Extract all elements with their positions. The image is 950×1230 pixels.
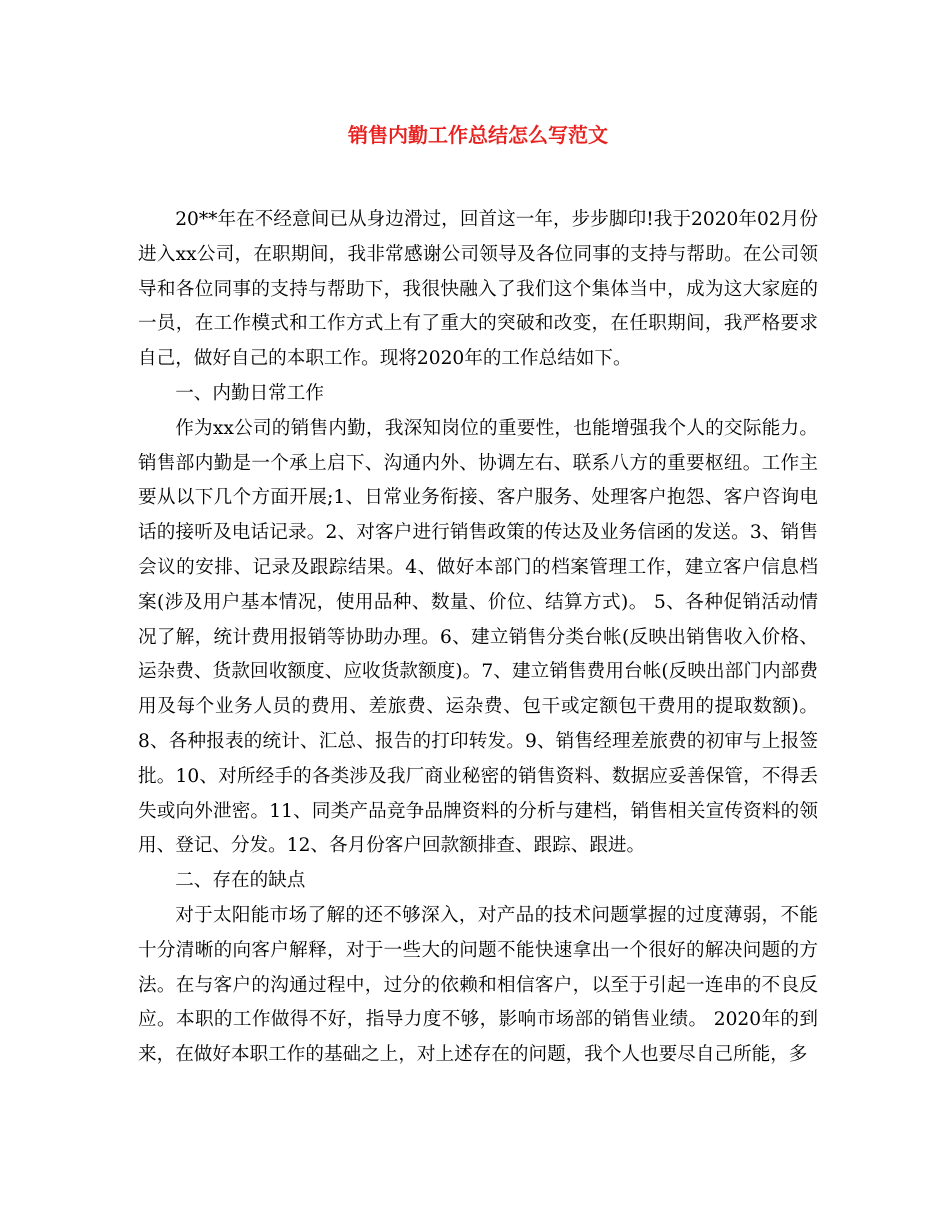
section-heading-shortcomings: 二、存在的缺点 — [175, 870, 306, 892]
section-heading-daily-work: 一、内勤日常工作 — [175, 382, 324, 404]
intro-paragraph: 20**年在不经意间已从身边滑过，回首这一年，步步脚印!我于2020年02月份进入xx公司，在职期间，我非常感谢公司领导及各位同事的支持与帮助。在公司领导和各位同事的支持与帮助下，我很快融入了我们这个集体当中，成为这大家庭的一员，在工作模式和工作方式上有了重大的突破和改变，在任职期间，我严格要求自己，做好自己的本职工作。现将2020年的工作总结如下。 — [138, 209, 818, 370]
document-body — [138, 203, 818, 1073]
shortcomings-paragraph: 对于太阳能市场了解的还不够深入，对产品的技术问题掌握的过度薄弱，不能十分清晰的向客户解释，对于一些大的问题不能快速拿出一个很好的解决问题的方法。在与客户的沟通过程中，过分的依赖和相信客户，以至于引起一连串的不良反应。本职的工作做得不好，指导力度不够，影响市场部的销售业绩。 2020年的到来，在做好本职工作的基础之上，对上述存在的问题，我个人也要尽自己所能，多 — [138, 904, 818, 1066]
daily-work-paragraph: 作为xx公司的销售内勤，我深知岗位的重要性，也能增强我个人的交际能力。销售部内勤是一个承上启下、沟通内外、协调左右、联系八方的重要枢纽。工作主要从以下几个方面开展;1、日常业务衔接、客户服务、处理客户抱怨、客户咨询电话的接听及电话记录。2、对客户进行销售政策的传达及业务信函的发送。3、销售会议的安排、记录及跟踪结果。4、做好本部门的档案管理工作，建立客户信息档案(涉及用户基本情况，使用品种、数量、价位、结算方式)。 5、各种促销活动情况了解，统计费用报销等协助办理。6、建立销售分类台帐(反映出销售收入价格、运杂费、货款回收额度、应收货款额度)。7、建立销售费用台帐(反映出部门内部费用及每个业务人员的费用、差旅费、运杂费、包干或定额包干费用的提取数额)。8、各种报表的统计、汇总、报告的打印转发。9、销售经理差旅费的初审与上报签批。10、对所经手的各类涉及我厂商业秘密的销售资料、数据应妥善保管，不得丢失或向外泄密。11、同类产品竞争品牌资料的分析与建档，销售相关宣传资料的领用、登记、分发。12、各月份客户回款额排查、跟踪、跟进。 — [138, 417, 818, 857]
document-title: 销售内勤工作总结怎么写范文 — [348, 123, 608, 147]
